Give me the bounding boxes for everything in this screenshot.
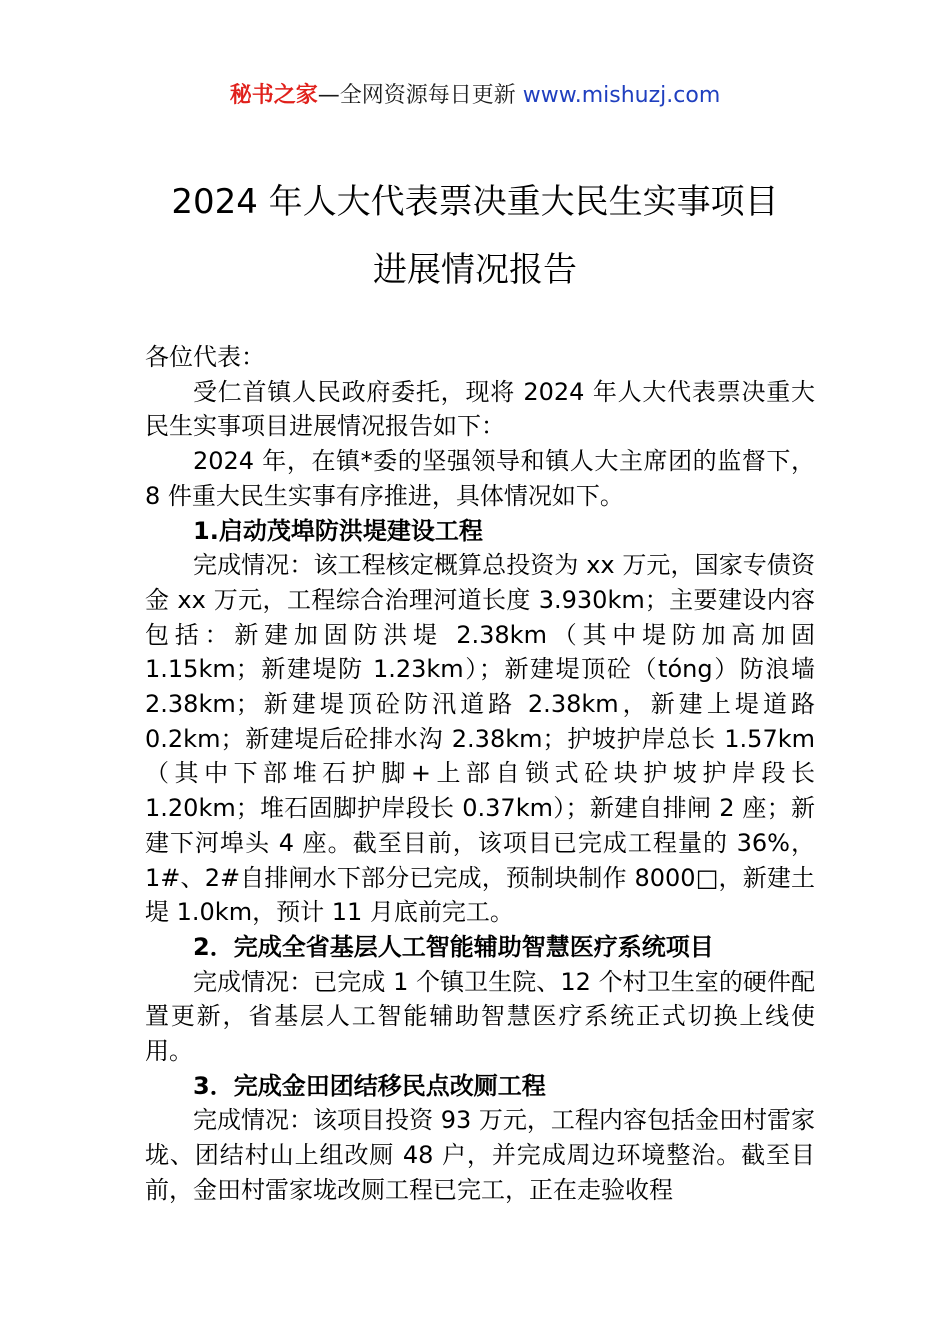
document-body [145,340,815,1208]
document-title-line-1: 2024 年人大代表票决重大民生实事项目 [171,182,779,222]
section-paragraph: 完成情况：该项目投资 93 万元，工程内容包括金田村雷家垅、团结村山上组改厕 48 户，并完成周边环境整治。截至目前，金田村雷家垅改厕工程已完工，正在走验收程 [145,1106,815,1204]
site-name: 秘书之家 [229,83,318,108]
intro-paragraph: 受仁首镇人民政府委托，现将 2024 年人大代表票决重大民生实事项目进展情况报告如下： [145,377,815,441]
document-title-line-2: 进展情况报告 [373,250,577,290]
site-url-link[interactable]: www.mishuzj.com [522,83,721,108]
site-slogan: —全网资源每日更新 [317,83,523,108]
section-heading: 2．完成全省基层人工智能辅助智慧医疗系统项目 [193,932,714,961]
section-heading: 1.启动茂埠防洪堤建设工程 [193,516,483,545]
section-heading: 3．完成金田团结移民点改厕工程 [193,1071,546,1100]
site-header [0,80,950,112]
overview-paragraph: 2024 年，在镇*委的坚强领导和镇人大主席团的监督下，8 件重大民生实事有序推进，具体情况如下。 [145,447,815,510]
section-paragraph: 完成情况：该工程核定概算总投资为 xx 万元，国家专债资金 xx 万元，工程综合治理河道长度 3.930km；主要建设内容包括：新建加固防洪堤 2.38km（其中堤防加高加固 1.15km；新建堤防 1.23km）；新建堤顶砼（tóng）防浪墙 2.38km；新建堤顶砼防汛道路 2.38km，新建上堤道路 0.2km；新建堤后砼排水沟 2.38km；护坡护岸总长 1.57km（其中下部堆石护脚+上部自锁式砼块护坡护岸段长 1.20km；堆石固脚护岸段长 0.37km）；新建自排闸 2 座；新建下河埠头 4 座。截至目前，该项目已完成工程量的 36%，1#、2#自排闸水下部分已完成，预制块制作 8000□，新建土堤 1.0km，预计 11 月底前完工。 [145,551,815,927]
salutation: 各位代表： [145,343,265,371]
section-paragraph: 完成情况：已完成 1 个镇卫生院、12 个村卫生室的硬件配置更新，省基层人工智能辅助智慧医疗系统正式切换上线使用。 [145,967,815,1066]
